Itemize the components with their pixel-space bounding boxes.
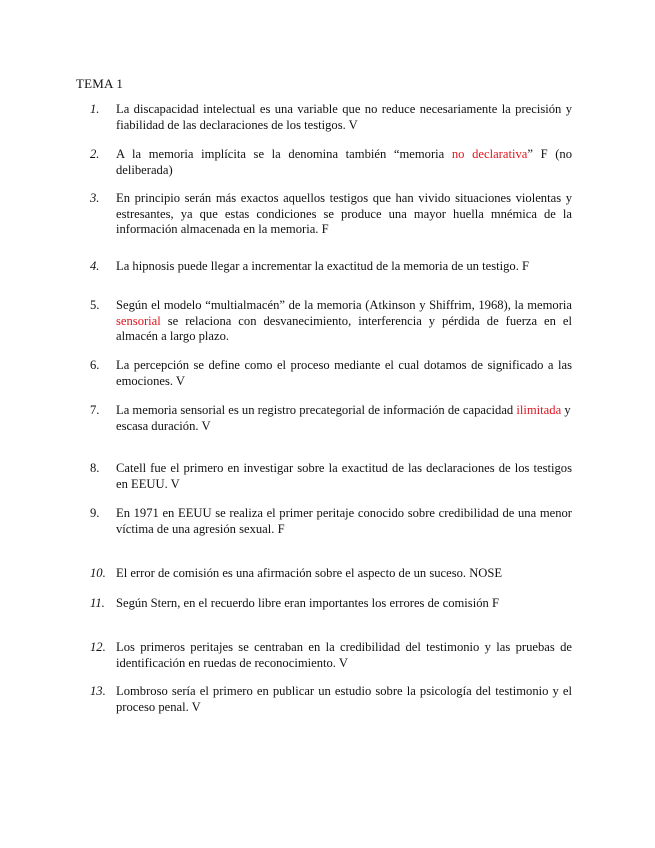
question-text: La memoria sensorial es un registro precategorial de información de capacidad ilimitada y escasa duración. V — [116, 403, 571, 433]
question-text: A la memoria implícita se la denomina también “memoria no declarativa” F (no deliberada) — [116, 147, 572, 177]
question-item — [90, 506, 572, 537]
question-number: 9. — [90, 506, 100, 520]
question-item — [90, 358, 572, 389]
question-item — [90, 566, 572, 582]
question-text: El error de comisión es una afirmación sobre el aspecto de un suceso. NOSE — [116, 566, 503, 580]
question-number: 2. — [90, 147, 100, 161]
question-text: Según Stern, en el recuerdo libre eran importantes los errores de comisión F — [116, 596, 499, 610]
question-item — [90, 298, 572, 345]
question-number: 10. — [90, 566, 106, 580]
question-number: 1. — [90, 102, 100, 116]
question-text: Según el modelo “multialmacén” de la memoria (Atkinson y Shiffrim, 1968), la memoria sensorial se relaciona con desvanecimiento, interferencia y pérdida de fuerza en el almacén a largo plazo. — [116, 298, 572, 343]
question-item — [90, 684, 572, 715]
highlighted-term: sensorial — [116, 313, 161, 328]
question-number: 7. — [90, 403, 100, 417]
question-text: Lombroso sería el primero en publicar un estudio sobre la psicología del testimonio y el proceso penal. V — [116, 684, 572, 714]
question-number: 4. — [90, 259, 100, 273]
question-text: Los primeros peritajes se centraban en la credibilidad del testimonio y las pruebas de identificación en ruedas de reconocimiento. V — [116, 640, 572, 670]
question-number: 3. — [90, 191, 100, 205]
question-text: Catell fue el primero en investigar sobre la exactitud de las declaraciones de los testigos en EEUU. V — [116, 461, 572, 491]
question-number: 6. — [90, 358, 100, 372]
question-item — [90, 102, 572, 133]
question-number: 12. — [90, 640, 106, 654]
question-item — [90, 640, 572, 671]
question-number: 13. — [90, 684, 106, 698]
question-text: La percepción se define como el proceso mediante el cual dotamos de significado a las emociones. V — [116, 358, 572, 388]
question-item — [90, 147, 572, 178]
question-number: 8. — [90, 461, 100, 475]
question-text: La hipnosis puede llegar a incrementar la exactitud de la memoria de un testigo. F — [116, 259, 530, 273]
question-item — [90, 191, 572, 238]
document-title: TEMA 1 — [76, 76, 124, 91]
question-item — [90, 596, 572, 612]
question-text: La discapacidad intelectual es una variable que no reduce necesariamente la precisión y fiabilidad de las declaraciones de los testigos. V — [116, 102, 572, 132]
question-text: En 1971 en EEUU se realiza el primer peritaje conocido sobre credibilidad de una menor víctima de una agresión sexual. F — [116, 506, 572, 536]
question-item — [90, 403, 572, 434]
question-number: 5. — [90, 298, 100, 312]
highlighted-term: no declarativa — [451, 147, 528, 161]
question-text: En principio serán más exactos aquellos testigos que han vivido situaciones violentas y estresantes, ya que estas condiciones se produce una mayor huella mnémica de la información almacenada en la memoria. F — [116, 191, 572, 236]
question-item — [90, 259, 572, 275]
highlighted-term: ilimitada — [516, 403, 562, 417]
question-number: 11. — [90, 596, 105, 610]
question-item — [90, 461, 572, 492]
